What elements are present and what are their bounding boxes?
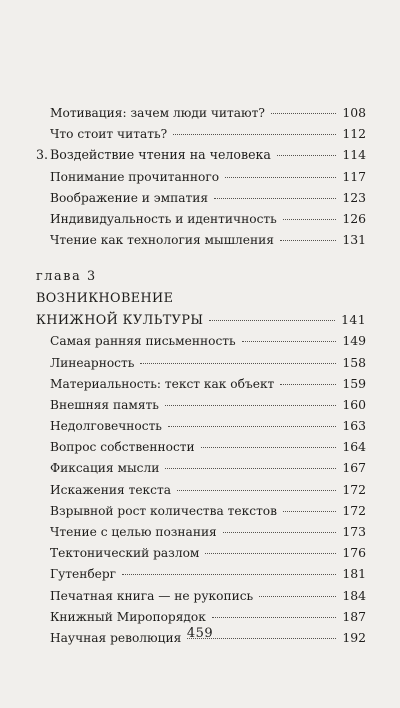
toc-entry-title: Чтение с целью познания xyxy=(50,525,217,539)
toc-entry-title: Внешняя память xyxy=(50,397,159,412)
toc-entry-title: Линеарность xyxy=(50,355,135,370)
dot-leader xyxy=(205,553,336,554)
toc-entry-title: Печатная книга — не рукопись xyxy=(50,588,254,603)
toc-entry-title: Книжный Миропорядок xyxy=(50,609,206,624)
dot-leader xyxy=(223,532,337,533)
toc-entry-page: 158 xyxy=(342,354,366,370)
toc-entry xyxy=(36,102,366,123)
toc-entry-title: Фиксация мысли xyxy=(50,461,160,476)
dot-leader xyxy=(280,384,336,385)
toc-entry-page: 160 xyxy=(342,396,366,412)
toc-entry-page: 123 xyxy=(342,189,366,205)
chapter-title-line1: ВОЗНИКНОВЕНИЕ xyxy=(36,291,174,307)
toc-entry xyxy=(36,521,366,542)
dot-leader xyxy=(209,320,335,321)
toc-entry-title: Материальность: текст как объект xyxy=(50,376,275,391)
dot-leader xyxy=(259,596,336,597)
dot-leader xyxy=(177,490,336,491)
toc-entry-page: 187 xyxy=(342,608,366,624)
chapter-page: 141 xyxy=(341,312,366,328)
toc-entry-title: Недолговечность xyxy=(50,419,162,434)
section-page: 114 xyxy=(342,147,366,163)
toc-entry-page: 117 xyxy=(342,168,366,184)
dot-leader xyxy=(277,155,336,156)
toc-entry-title: Гутенберг xyxy=(50,567,117,582)
toc-entry-title: Что стоит читать? xyxy=(50,127,168,142)
toc-entry-title: Воображение и эмпатия xyxy=(50,190,209,205)
toc-entry-page: 173 xyxy=(342,524,366,539)
toc-entry-page: 172 xyxy=(342,481,366,497)
toc-entry xyxy=(36,415,366,436)
dot-leader xyxy=(271,113,336,114)
toc-entry-page: 172 xyxy=(342,502,366,518)
toc-entry-title: Тектонический разлом xyxy=(50,546,200,561)
toc-section xyxy=(36,144,366,165)
toc-entry-page: 181 xyxy=(342,566,366,582)
toc-entry-title: Индивидуальность и идентичность xyxy=(50,211,277,226)
toc-entry xyxy=(36,500,366,521)
toc-entry-page: 149 xyxy=(342,333,366,349)
toc-entry xyxy=(36,394,366,415)
dot-leader xyxy=(280,240,336,241)
dot-leader xyxy=(214,198,336,199)
toc-entry xyxy=(36,436,366,457)
toc-entry-title: Искажения текста xyxy=(50,482,171,497)
toc-entry xyxy=(36,166,366,187)
dot-leader xyxy=(283,219,337,220)
dot-leader xyxy=(212,617,336,618)
table-of-contents xyxy=(36,102,366,648)
toc-entry xyxy=(36,585,366,606)
dot-leader xyxy=(201,447,337,448)
toc-entry-page: 126 xyxy=(342,210,366,226)
chapter-title-line2-row xyxy=(36,309,366,330)
toc-entry xyxy=(36,479,366,500)
page-number: 459 xyxy=(186,626,214,641)
toc-entry xyxy=(36,123,366,144)
toc-entry-title: Чтение как технология мышления xyxy=(50,233,274,248)
chapter-label: глава 3 xyxy=(36,269,97,285)
chapter-title-line2: КНИЖНОЙ КУЛЬТУРЫ xyxy=(36,313,204,329)
toc-entry-page: 184 xyxy=(342,587,366,603)
toc-entry xyxy=(36,606,366,627)
toc-entry xyxy=(36,352,366,373)
toc-entry-title: Вопрос собственности xyxy=(50,440,195,455)
dot-leader xyxy=(283,511,336,512)
toc-entry xyxy=(36,229,366,250)
toc-entry xyxy=(36,457,366,478)
dot-leader xyxy=(165,405,336,406)
toc-entry-title: Самая ранняя письменность xyxy=(50,334,236,349)
toc-entry-title: Научная революция xyxy=(50,630,182,645)
dot-leader xyxy=(168,426,336,427)
dot-leader xyxy=(242,341,337,342)
toc-entry xyxy=(36,330,366,351)
toc-entry xyxy=(36,563,366,584)
dot-leader xyxy=(140,363,336,364)
toc-entry-title: Взрывной рост количества текстов xyxy=(50,503,278,518)
toc-entry-title: Мотивация: зачем люди читают? xyxy=(50,106,265,120)
dot-leader xyxy=(173,134,336,135)
section-title: Воздействие чтения на человека xyxy=(50,147,271,163)
chapter-title xyxy=(36,288,366,330)
toc-entry-page: 163 xyxy=(342,418,366,434)
toc-entry-title: Понимание прочитанного xyxy=(50,169,220,184)
toc-entry-page: 108 xyxy=(342,105,366,120)
section-number: 3. xyxy=(36,147,49,163)
chapter-entries xyxy=(36,330,366,648)
toc-entry-page: 112 xyxy=(342,126,366,142)
toc-entry xyxy=(36,187,366,208)
toc-entry-page: 167 xyxy=(342,460,366,476)
toc-entry-page: 131 xyxy=(342,232,366,248)
toc-entry xyxy=(36,373,366,394)
toc-entry xyxy=(36,542,366,563)
toc-entry-page: 164 xyxy=(342,439,366,455)
dot-leader xyxy=(122,574,336,575)
dot-leader xyxy=(165,468,336,469)
toc-entry xyxy=(36,208,366,229)
dot-leader xyxy=(225,177,336,178)
toc-entry-page: 159 xyxy=(342,375,366,391)
toc-entry-page: 192 xyxy=(342,629,366,645)
toc-entry-page: 176 xyxy=(342,545,366,561)
